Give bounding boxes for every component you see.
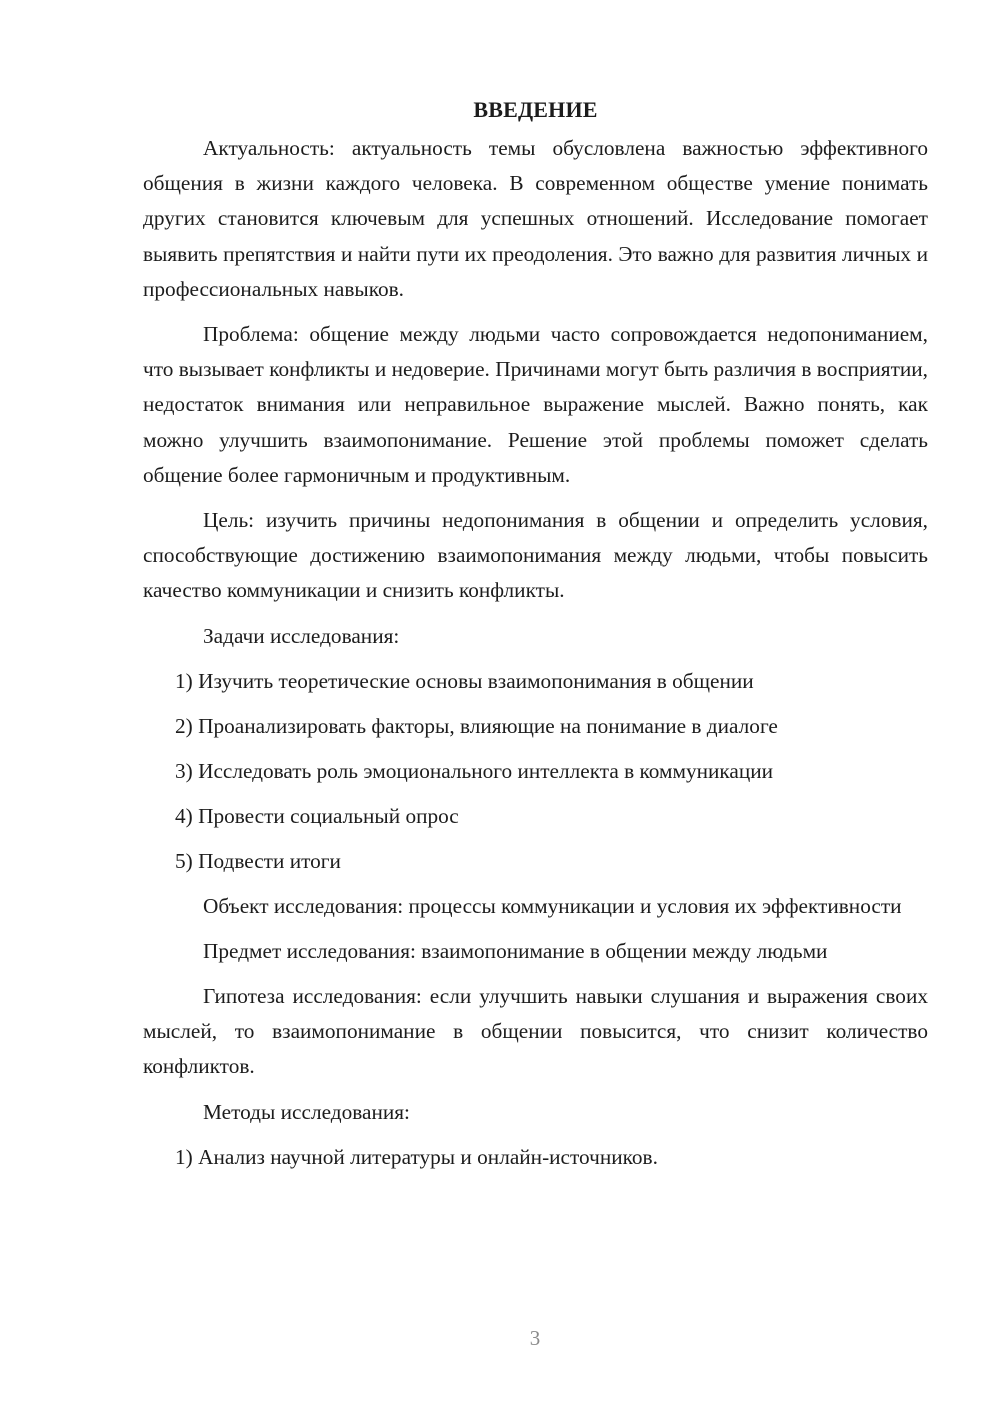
list-item-task-3: 3) Исследовать роль эмоционального интеллекта в коммуникации — [175, 758, 774, 783]
tasks-list — [143, 664, 928, 879]
list-item-task-2: 2) Проанализировать факторы, влияющие на понимание в диалоге — [175, 713, 778, 738]
list-item-task-5: 5) Подвести итоги — [175, 848, 341, 873]
list-item-task-4: 4) Провести социальный опрос — [175, 803, 459, 828]
subject-paragraph: Предмет исследования: взаимопонимание в общении между людьми — [203, 938, 828, 963]
object-paragraph: Объект исследования: процессы коммуникации и условия их эффективности — [203, 893, 902, 918]
goal-paragraph: Цель: изучить причины недопонимания в общении и определить условия, способствующие достижению взаимопонимания между людьми, чтобы повысить качество коммуникации и снизить конфликты. — [143, 508, 928, 603]
list-item-task-1: 1) Изучить теоретические основы взаимопонимания в общении — [175, 668, 754, 693]
document-page — [143, 92, 928, 1185]
tasks-heading: Задачи исследования: — [203, 623, 400, 648]
methods-list — [143, 1140, 928, 1175]
list-item-method-1: 1) Анализ научной литературы и онлайн-источников. — [175, 1144, 658, 1169]
section-title: ВВЕДЕНИЕ — [473, 97, 598, 122]
problem-paragraph: Проблема: общение между людьми часто сопровождается недопониманием, что вызывает конфликты и недоверие. Причинами могут быть различия в восприятии, недостаток внимания или неправильное выражение мыслей. Важно понять, как можно улучшить взаимопонимание. Решение этой проблемы поможет сделать общение более гармоничным и продуктивным. — [143, 322, 928, 487]
page-number: 3 — [529, 1326, 541, 1350]
methods-heading: Методы исследования: — [203, 1099, 410, 1124]
hypothesis-paragraph: Гипотеза исследования: если улучшить навыки слушания и выражения своих мыслей, то взаимопонимание в общении повысится, что снизит количество конфликтов. — [143, 984, 928, 1079]
relevance-paragraph: Актуальность: актуальность темы обусловлена важностью эффективного общения в жизни каждого человека. В современном обществе умение понимать других становится ключевым для успешных отношений. Исследование помогает выявить препятствия и найти пути их преодоления. Это важно для развития личных и профессиональных навыков. — [143, 136, 928, 301]
